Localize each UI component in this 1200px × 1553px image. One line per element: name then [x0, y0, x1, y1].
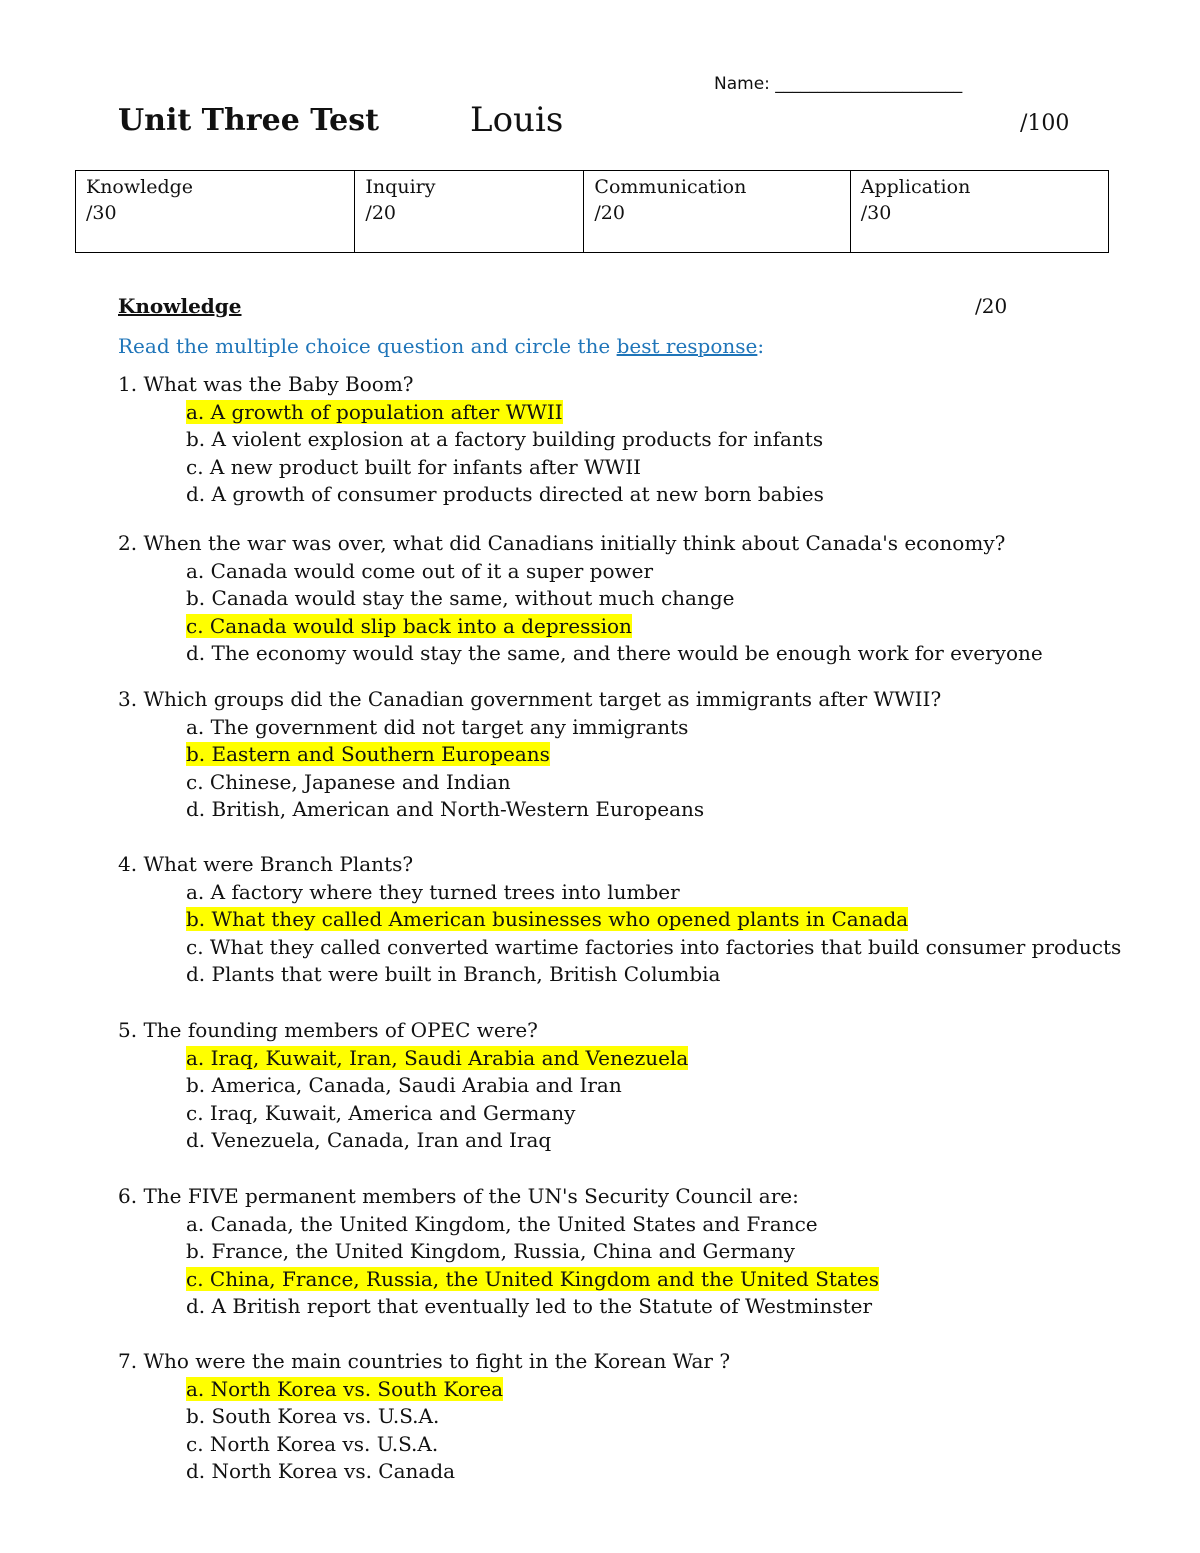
instructions-emphasis: best response [616, 334, 758, 358]
answer-option[interactable] [186, 1458, 730, 1486]
answer-option[interactable] [186, 399, 824, 427]
answer-option[interactable] [186, 1127, 688, 1155]
highlighted-answer: c. Canada would slip back into a depression [186, 613, 632, 638]
total-score: /100 [1020, 111, 1070, 136]
instructions-text: Read the multiple choice question and circle the [118, 334, 617, 358]
name-line: Name: ______________________ [714, 74, 963, 94]
answer-text: d. Plants that were built in Branch, British Columbia [186, 962, 721, 986]
section-title: Knowledge [118, 294, 242, 318]
answer-option[interactable] [186, 454, 824, 482]
answer-text: a. Canada, the United Kingdom, the United States and France [186, 1211, 818, 1236]
answer-option[interactable] [186, 714, 941, 742]
highlighted-answer: c. China, France, Russia, the United Kingdom and the United States [186, 1266, 880, 1291]
answer-option[interactable] [186, 769, 941, 797]
answer-option[interactable] [186, 906, 1121, 934]
question-4 [118, 851, 1121, 989]
question-1 [118, 371, 824, 509]
question-5 [118, 1017, 688, 1155]
answer-option[interactable] [186, 1211, 879, 1239]
answer-option[interactable] [186, 1376, 730, 1404]
answer-text: b. A violent explosion at a factory building products for infants [186, 427, 824, 451]
answer-text: b. America, Canada, Saudi Arabia and Iran [186, 1073, 622, 1097]
answer-text: b. Canada would stay the same, without much change [186, 586, 735, 610]
highlighted-answer: a. A growth of population after WWII [186, 399, 563, 424]
score-cell-application [850, 171, 1108, 253]
score-table [75, 170, 1109, 253]
score-category: Inquiry [365, 176, 436, 198]
answer-text: c. North Korea vs. U.S.A. [186, 1431, 439, 1456]
answer-option[interactable] [186, 1266, 879, 1294]
answer-option[interactable] [186, 1238, 879, 1266]
question-prompt: 6. The FIVE permanent members of the UN's Security Council are: [118, 1184, 799, 1208]
answer-option[interactable] [186, 481, 824, 509]
score-cell-communication [584, 171, 850, 253]
student-name: Louis [470, 100, 564, 140]
question-3 [118, 686, 941, 824]
answer-text: d. A growth of consumer products directed at new born babies [186, 482, 824, 506]
answer-option[interactable] [186, 558, 1043, 586]
question-6 [118, 1183, 879, 1321]
answer-text: c. What they called converted wartime factories into factories that build consumer products [186, 934, 1122, 959]
score-cell-knowledge [76, 171, 355, 253]
answer-option[interactable] [186, 640, 1043, 668]
score-value: /30 [86, 202, 117, 224]
highlighted-answer: a. North Korea vs. South Korea [186, 1376, 504, 1401]
answer-option[interactable] [186, 741, 941, 769]
score-value: /20 [594, 202, 625, 224]
question-prompt: 2. When the war was over, what did Canadians initially think about Canada's economy? [118, 531, 1006, 555]
score-category: Application [860, 176, 971, 198]
answer-option[interactable] [186, 1293, 879, 1321]
highlighted-answer: b. Eastern and Southern Europeans [186, 742, 550, 766]
answer-text: c. Iraq, Kuwait, America and Germany [186, 1100, 576, 1125]
question-2 [118, 530, 1043, 668]
question-prompt: 1. What was the Baby Boom? [118, 372, 414, 396]
answer-text: d. A British report that eventually led to the Statute of Westminster [186, 1294, 873, 1318]
answer-option[interactable] [186, 585, 1043, 613]
answer-option[interactable] [186, 1431, 730, 1459]
score-value: /20 [365, 202, 396, 224]
answer-text: a. A factory where they turned trees into lumber [186, 879, 680, 904]
answer-text: c. Chinese, Japanese and Indian [186, 769, 511, 794]
answer-option[interactable] [186, 1100, 688, 1128]
answer-text: d. The economy would stay the same, and there would be enough work for everyone [186, 641, 1043, 665]
score-category: Knowledge [86, 176, 194, 198]
answer-text: c. A new product built for infants after WWII [186, 454, 641, 479]
answer-text: b. South Korea vs. U.S.A. [186, 1404, 440, 1428]
question-prompt: 5. The founding members of OPEC were? [118, 1018, 538, 1042]
answer-option[interactable] [186, 879, 1121, 907]
answer-text: d. Venezuela, Canada, Iran and Iraq [186, 1128, 552, 1152]
question-prompt: 3. Which groups did the Canadian government target as immigrants after WWII? [118, 687, 942, 711]
section-score: /20 [975, 294, 1008, 318]
highlighted-answer: a. Iraq, Kuwait, Iran, Saudi Arabia and Venezuela [186, 1045, 689, 1070]
answer-text: b. France, the United Kingdom, Russia, China and Germany [186, 1239, 795, 1263]
instructions-end: : [757, 334, 765, 358]
question-prompt: 4. What were Branch Plants? [118, 852, 414, 876]
answer-text: a. Canada would come out of it a super power [186, 558, 654, 583]
answer-text: a. The government did not target any immigrants [186, 714, 689, 739]
answer-option[interactable] [186, 934, 1121, 962]
answer-option[interactable] [186, 961, 1121, 989]
answer-option[interactable] [186, 1045, 688, 1073]
highlighted-answer: b. What they called American businesses who opened plants in Canada [186, 907, 909, 931]
answer-option[interactable] [186, 426, 824, 454]
question-prompt: 7. Who were the main countries to fight in the Korean War ? [118, 1349, 731, 1373]
score-cell-inquiry [355, 171, 584, 253]
answer-option[interactable] [186, 613, 1043, 641]
answer-option[interactable] [186, 796, 941, 824]
test-title: Unit Three Test [118, 103, 379, 138]
answer-text: d. British, American and North-Western Europeans [186, 797, 705, 821]
answer-option[interactable] [186, 1072, 688, 1100]
answer-text: d. North Korea vs. Canada [186, 1459, 456, 1483]
question-7 [118, 1348, 730, 1486]
answer-option[interactable] [186, 1403, 730, 1431]
score-category: Communication [594, 176, 747, 198]
score-value: /30 [860, 202, 892, 224]
instructions [118, 334, 764, 358]
